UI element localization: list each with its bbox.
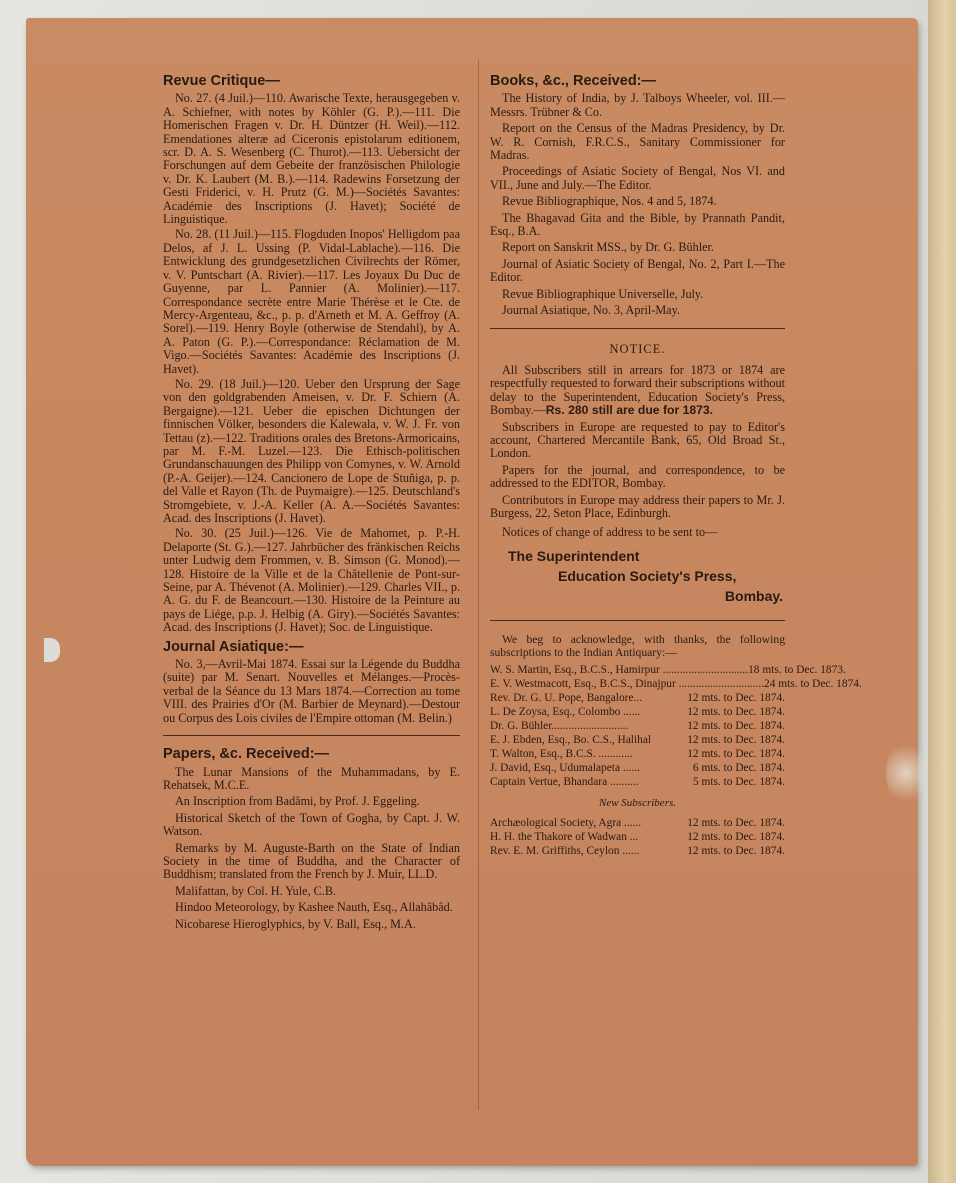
subscription-row	[490, 719, 785, 733]
right-column	[490, 73, 862, 858]
subscription-row	[490, 747, 785, 761]
address-line: The Superintendent	[508, 547, 640, 564]
paper-item: An Inscription from Badâmi, by Prof. J. Eggeling.	[175, 794, 420, 809]
section-divider	[163, 735, 460, 736]
notice-paragraph: Papers for the journal, and correspondence, to be addressed to the EDITOR, Bombay.	[490, 462, 785, 491]
subscriber-name: Rev. Dr. G. U. Pope, Bangalore...	[490, 691, 643, 704]
left-column	[163, 75, 460, 934]
book-item: The Bhagavad Gita and the Bible, by Prannath Pandit, Esq., B.A.	[490, 210, 785, 239]
subscription-term: 24 mts. to Dec. 1874.	[764, 677, 862, 690]
notice-paragraph	[490, 364, 785, 418]
address-line: Bombay.	[724, 587, 783, 604]
subscriber-name: E. J. Ebden, Esq., Bo. C.S., Halihal	[490, 733, 652, 746]
subscription-row	[490, 733, 785, 747]
new-subscriptions-list	[490, 816, 785, 858]
book-item: Report on Sanskrit MSS., by Dr. G. Bühler.	[502, 240, 714, 255]
acknowledgement-intro: We beg to acknowledge, with thanks, the following subscriptions to the Indian Antiquary:—	[490, 632, 785, 660]
revue-entry: No. 27. (4 Juil.)—110. Awarische Texte, herausgegeben v. A. Schiefner, with notes by Köhler (G. P.).—111. Die Homerischen Fragen v. Dr. H. Düntzer (H. Weil).—112. Emendationes alteræ ad Ciceronis epistolarum editionem, scr. D. A. S. Wesenberg (C. Thurot).—113. Uebersicht der Forschungen auf dem Gebeite der französischen Philologie v. Dr. K. Laubert (M. B.).—114. Radewins Forsetzung der Gesti Friderici, v. H. Prutz (G. M.)—Sociétés Savantes: Académie des Inscriptions (J. Havet); Société de Linguistique.	[163, 91, 460, 227]
journal-entry: No. 3,—Avril-Mai 1874. Essai sur la Légende du Buddha (suite) par M. Senart. Nouvelles et Mélanges.—Procès-verbal de la Séance du 13 Mars 1874.—Correction au tome VIII. des Prairies d'Or (M. Barbier de Meynard).—Destour ou Corpus des Lois civiles de l'Empire ottoman (M. Belin.)	[163, 657, 460, 725]
subscriber-name: T. Walton, Esq., B.C.S. ............	[490, 747, 633, 760]
column-fold	[478, 60, 479, 1110]
paper-item: Historical Sketch of the Town of Gogha, by Capt. J. W. Watson.	[163, 810, 460, 839]
notice-title: NOTICE.	[609, 341, 666, 356]
book-item: Report on the Census of the Madras Presidency, by Dr. W. R. Cornish, F.R.C.S., Sanitary Commissioner for Madras.	[490, 121, 785, 163]
subscriptions-list	[490, 663, 862, 789]
subscription-term: 12 mts. to Dec. 1874.	[687, 831, 785, 843]
book-item: The History of India, by J. Talboys Wheeler, vol. III.—Messrs. Trübner & Co.	[490, 91, 785, 119]
notice-amount-due: Rs. 280 still are due for 1873.	[545, 403, 714, 418]
paper-item: The Lunar Mansions of the Muhammadans, by E. Rehatsek, M.C.E.	[163, 764, 460, 792]
book-item: Revue Bibliographique Universelle, July.	[502, 286, 704, 301]
subscription-row	[490, 775, 785, 789]
subscriber-name: Dr. G. Bühler...........................	[490, 719, 629, 732]
subscriber-name: E. V. Westmacott, Esq., B.C.S., Dinajpur ..............................	[490, 677, 765, 690]
address-line: Education Society's Press,	[558, 567, 737, 584]
revue-entry: No. 29. (18 Juil.)—120. Ueber den Ursprung der Sage von den goldgrabenden Ameisen, v. Dr. F. Schiern (A. Bergaigne).—121. Ueber die epischen Dichtungen der finnischen Völker, besonders die Kalewala, v. W. J. Fr. von Tettau (z).—122. Traditions orales des Bretons-Armoricains, par M. F.-M. Luzel.—123. Die Ethisch-politischen Grundanschauungen des Philipp von Comynes, v. W. Arnold (P.-A. Geijer).—124. Cancionero de Lope de Stuñiga, p. p. del Valle et Rayon (Th. de Puymaigre).—125. Deutschland's Stromgebiete, v. J.-A. Keller (A. A.—Sociétés Savantes: Acad. des Inscriptions (J. Havet).	[163, 376, 460, 525]
books-received-heading: Books, &c., Received:—	[490, 73, 656, 89]
journal-asiatique-heading: Journal Asiatique:—	[163, 638, 304, 655]
revue-entry: No. 30. (25 Juil.)—126. Vie de Mahomet, p. P.-H. Delaporte (St. G.).—127. Jahrbücher des fränkischen Reichs unter Ludwig dem Frommen, v. B. Simson (G. Monod).—128. Histoire de la Ville et de la Châtellenie de Pont-sur-Seine, par A. Thévenot (A. Molinier).—129. Charles VII., p. A. G. du F. de Beancourt.—130. Histoire de la Peinture au pays de Liége, p.p. J. Helbig (A. Giry).—Sociétés Savantes: Acad. des Inscriptions (J. Havet); Soc. de Linguistique.	[163, 526, 460, 635]
book-item: Proceedings of Asiatic Society of Bengal, Nos VI. and VII., June and July.—The Editor.	[490, 164, 785, 192]
book-item: Journal Asiatique, No. 3, April-May.	[502, 303, 680, 318]
subscription-term: 12 mts. to Dec. 1874.	[687, 747, 785, 760]
subscription-term: 6 mts. to Dec. 1874.	[692, 761, 785, 774]
next-page-edge	[928, 0, 956, 1183]
subscription-row	[490, 677, 862, 691]
paper-item: Hindoo Meteorology, by Kashee Nauth, Esq., Allahâbâd.	[175, 900, 453, 915]
subscriber-name: W. S. Martin, Esq., B.C.S., Hamirpur ..............................	[490, 663, 749, 676]
notice-text: All Subscribers still in arrears for 1873 or 1874 are respectfully requested to forward their subscriptions without delay to the Superintendent, Education Society's Press, Bombay.—	[490, 362, 785, 418]
book-item: Revue Bibliographique, Nos. 4 and 5, 1874.	[502, 194, 717, 209]
subscription-term: 12 mts. to Dec. 1874.	[687, 817, 785, 829]
subscription-row	[490, 844, 785, 858]
section-divider	[490, 328, 785, 329]
subscription-row	[490, 691, 785, 705]
subscriber-name: Rev. E. M. Griffiths, Ceylon ......	[490, 845, 640, 857]
subscription-term: 18 mts. to Dec. 1873.	[748, 663, 846, 676]
new-subscribers-title: New Subscribers.	[599, 796, 676, 809]
page-tear	[44, 638, 60, 662]
revue-entry: No. 28. (11 Juil.)—115. Flogduden Inopos' Helligdom paa Delos, af J. L. Ussing (P. Vidal-Lablache).—116. Die Entwicklung des grundgesetzlichen Civilrechts der Römer, v. V. Puntschart (A. Rivier).—117. Les Joyaux Du Duc de Guyenne, par L. Pannier (A. Molinier).—117. Correspondance secrète entre Marie Thérèse et le Cte. de Mercy-Argenteau, &c., p. p. d'Arneth et M. A. Geffroy (A. Sorel).—119. Henry Boyle (otherwise de Stendahl), by A. A. Paton (G. P.).—Correspondance: Réclamation de M. Vigo.—Sociétés Savantes: Académie des Inscriptions (J. Havet).	[163, 227, 460, 376]
revue-critique-heading: Revue Critique—	[163, 73, 280, 89]
subscription-term: 12 mts. to Dec. 1874.	[687, 705, 785, 718]
book-item: Journal of Asiatic Society of Bengal, No. 2, Part I.—The Editor.	[490, 256, 785, 285]
subscriber-name: L. De Zoysa, Esq., Colombo ......	[490, 705, 641, 718]
paper-item: Nicobarese Hieroglyphics, by V. Ball, Esq., M.A.	[175, 916, 416, 931]
papers-received-heading: Papers, &c. Received:—	[163, 746, 330, 763]
section-divider	[490, 620, 785, 621]
subscription-row	[490, 830, 785, 844]
subscriber-name: Archæological Society, Agra ......	[490, 817, 642, 829]
notice-paragraph: Subscribers in Europe are requested to pay to Editor's account, Chartered Mercantile Bank, 65, Old Broad St., London.	[490, 419, 785, 461]
subscriber-name: Captain Vertue, Bhandara ..........	[490, 775, 639, 788]
subscription-row	[490, 816, 785, 830]
subscription-term: 12 mts. to Dec. 1874.	[687, 691, 785, 704]
paper-item: Malifattan, by Col. H. Yule, C.B.	[175, 883, 337, 898]
subscriber-name: J. David, Esq., Udumalapeta ......	[490, 761, 640, 774]
paper-stain	[886, 738, 926, 808]
paper-item: Remarks by M. Auguste-Barth on the State of Indian Society in the time of Buddha, and the Character of Buddhism; translated from the French by J. Muir, LL.D.	[163, 840, 460, 882]
subscription-term: 12 mts. to Dec. 1874.	[687, 719, 785, 732]
subscription-term: 12 mts. to Dec. 1874.	[687, 733, 785, 746]
subscription-term: 5 mts. to Dec. 1874.	[692, 775, 785, 788]
subscription-term: 12 mts. to Dec. 1874.	[687, 845, 785, 857]
notice-paragraph: Contributors in Europe may address their papers to Mr. J. Burgess, 22, Seton Place, Edinburgh.	[490, 492, 785, 520]
notice-paragraph: Notices of change of address to be sent to—	[502, 525, 718, 540]
subscriber-name: H. H. the Thakore of Wadwan ...	[490, 831, 639, 843]
subscription-row	[490, 705, 785, 719]
address-block	[490, 546, 785, 606]
subscription-row	[490, 761, 785, 775]
subscription-row	[490, 663, 846, 677]
